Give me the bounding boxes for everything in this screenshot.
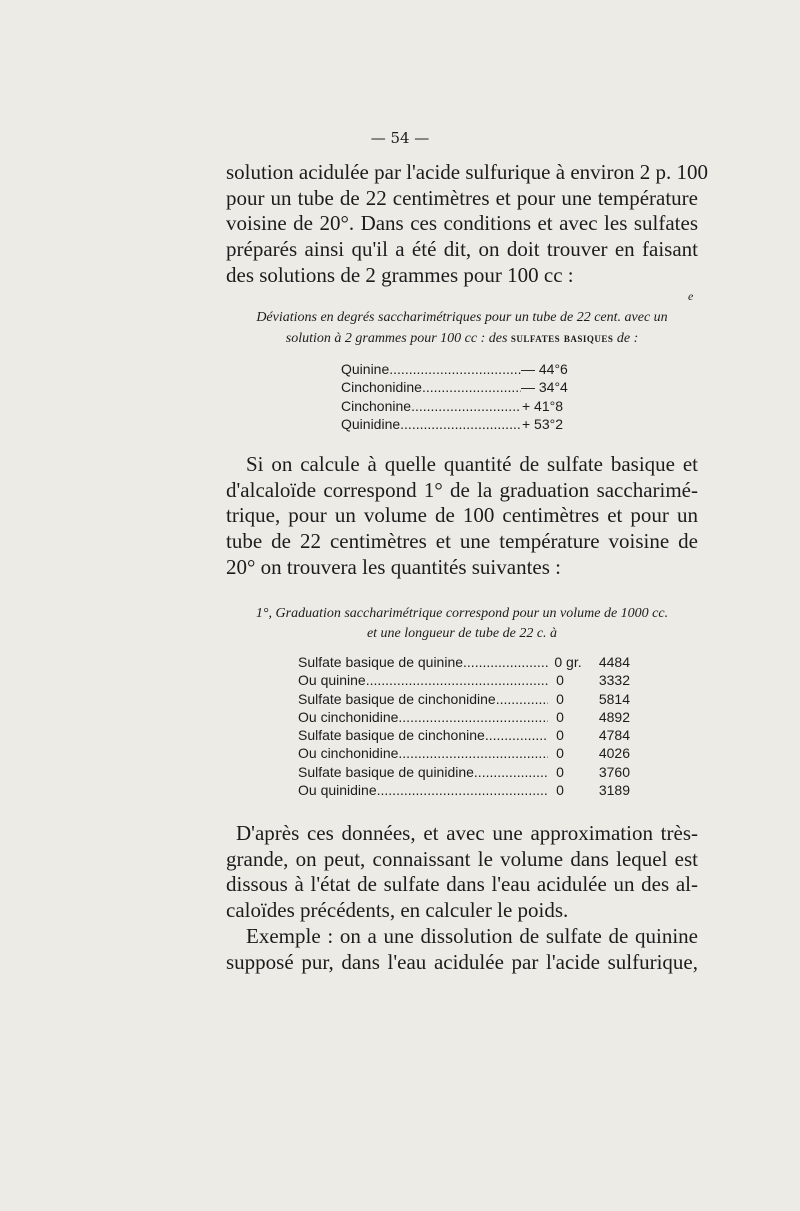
table-row bbox=[341, 415, 563, 433]
text-line: Exemple : on a une dissolution de sulfate de quinine bbox=[246, 924, 698, 948]
table-row bbox=[298, 763, 630, 781]
substance-name: Ou quinine ..... bbox=[298, 671, 548, 689]
caption-deviations bbox=[226, 308, 698, 349]
text-line: grande, on peut, connaissant le volume dans lequel est bbox=[226, 846, 698, 871]
paragraph-approximation bbox=[226, 821, 698, 924]
text-line: 20° on trouvera les quantités suivantes : bbox=[226, 554, 561, 579]
paragraph-intro bbox=[226, 160, 708, 289]
decimal-part: 4892 bbox=[598, 708, 630, 725]
deviation-value: — 34°4 bbox=[521, 379, 568, 396]
table-row bbox=[298, 726, 630, 744]
decimal-part: 5814 bbox=[598, 690, 630, 707]
table-row bbox=[341, 378, 568, 396]
substance-name: Sulfate basique de cinchonine ..... bbox=[298, 726, 548, 744]
substance-name: Ou cinchonidine ..... bbox=[298, 744, 548, 762]
text-line: pour un tube de 22 centimètres et pour une température bbox=[226, 185, 698, 210]
decimal-part: 4484 bbox=[598, 654, 630, 670]
caption-text: de : bbox=[616, 331, 639, 346]
text-line: trique, pour un volume de 100 centimètres et pour un bbox=[226, 503, 698, 528]
substance-name: Sulfate basique de cinchonidine ..... bbox=[298, 690, 548, 708]
substance-name: Sulfate basique de quinine ..... bbox=[298, 653, 548, 671]
decimal-part: 3189 bbox=[598, 782, 630, 799]
decimal-part: 3332 bbox=[598, 672, 630, 689]
decimal-part: 4026 bbox=[598, 745, 630, 762]
table-row bbox=[298, 690, 630, 708]
text-line: caloïdes précédents, en calculer le poids. bbox=[226, 898, 569, 923]
graduation-table bbox=[298, 653, 630, 799]
substance-name: Ou cinchonidine ..... bbox=[298, 708, 548, 726]
caption-text: solution à 2 grammes pour 100 cc : des bbox=[285, 331, 508, 346]
caption-line: Déviations en degrés saccharimétriques pour un tube de 22 cent. avec un bbox=[256, 310, 668, 325]
alkaloid-name: Quinine ..... bbox=[341, 360, 521, 378]
decimal-part: 3760 bbox=[598, 763, 630, 780]
text-line: voisine de 20°. Dans ces conditions et avec les sulfates bbox=[226, 211, 698, 236]
text-line: des solutions de 2 grammes pour 100 cc : bbox=[226, 262, 574, 287]
text-line: préparés ainsi qu'il a été dit, on doit trouver en faisant bbox=[226, 237, 698, 262]
text-line: tube de 22 centimètres et une température voisine de bbox=[226, 529, 698, 554]
integer-part: 0 bbox=[556, 708, 564, 725]
caption-line: 1°, Graduation saccharimétrique correspond pour un volume de 1000 cc. bbox=[255, 606, 669, 621]
deviation-value: + 53°2 bbox=[521, 415, 563, 432]
integer-part: 0 bbox=[556, 727, 564, 744]
substance-name: Sulfate basique de quinidine ..... bbox=[298, 763, 548, 781]
text-line: dissous à l'état de sulfate dans l'eau acidulée un des al- bbox=[226, 872, 698, 897]
table-row bbox=[298, 671, 630, 689]
caption-graduation bbox=[226, 604, 698, 644]
table-row bbox=[341, 397, 563, 415]
table-row bbox=[341, 360, 568, 378]
decimal-part: 4784 bbox=[598, 727, 630, 744]
table-row bbox=[298, 708, 630, 726]
deviation-table bbox=[341, 360, 568, 433]
alkaloid-name: Cinchonine ..... bbox=[341, 397, 521, 415]
integer-part: 0 bbox=[556, 745, 564, 762]
integer-part: 0 bbox=[556, 763, 564, 780]
substance-name: Ou quinidine ..... bbox=[298, 781, 548, 799]
integer-part: 0 bbox=[556, 690, 564, 707]
caption-smallcaps: sulfates basiques bbox=[510, 330, 614, 345]
caption-line bbox=[226, 328, 698, 349]
table-row bbox=[298, 744, 630, 762]
integer-part: 0 bbox=[556, 782, 564, 799]
text-line: d'alcaloïde correspond 1° de la graduation saccharimé- bbox=[226, 477, 698, 502]
text-line: Si on calcule à quelle quantité de sulfate basique et bbox=[246, 452, 698, 476]
text-line: supposé pur, dans l'eau acidulée par l'acide sulfurique, bbox=[226, 949, 698, 974]
paragraph-example bbox=[226, 924, 698, 975]
deviation-value: — 44°6 bbox=[521, 361, 568, 377]
table-row bbox=[298, 653, 630, 671]
text-line: solution acidulée par l'acide sulfurique à environ 2 p. 100 bbox=[226, 160, 708, 184]
alkaloid-name: Cinchonidine ..... bbox=[341, 378, 521, 396]
paragraph-calculation bbox=[226, 452, 698, 581]
text-line: D'après ces données, et avec une approximation très- bbox=[236, 821, 698, 845]
superscript-e: e bbox=[688, 289, 694, 303]
caption-line: et une longueur de tube de 22 c. à bbox=[366, 626, 558, 641]
deviation-value: + 41°8 bbox=[521, 397, 563, 414]
table-row bbox=[298, 781, 630, 799]
page-number: — 54 — bbox=[370, 129, 430, 147]
integer-part: 0 bbox=[556, 672, 564, 689]
integer-part: 0 gr. bbox=[554, 654, 582, 670]
alkaloid-name: Quinidine ..... bbox=[341, 415, 521, 433]
